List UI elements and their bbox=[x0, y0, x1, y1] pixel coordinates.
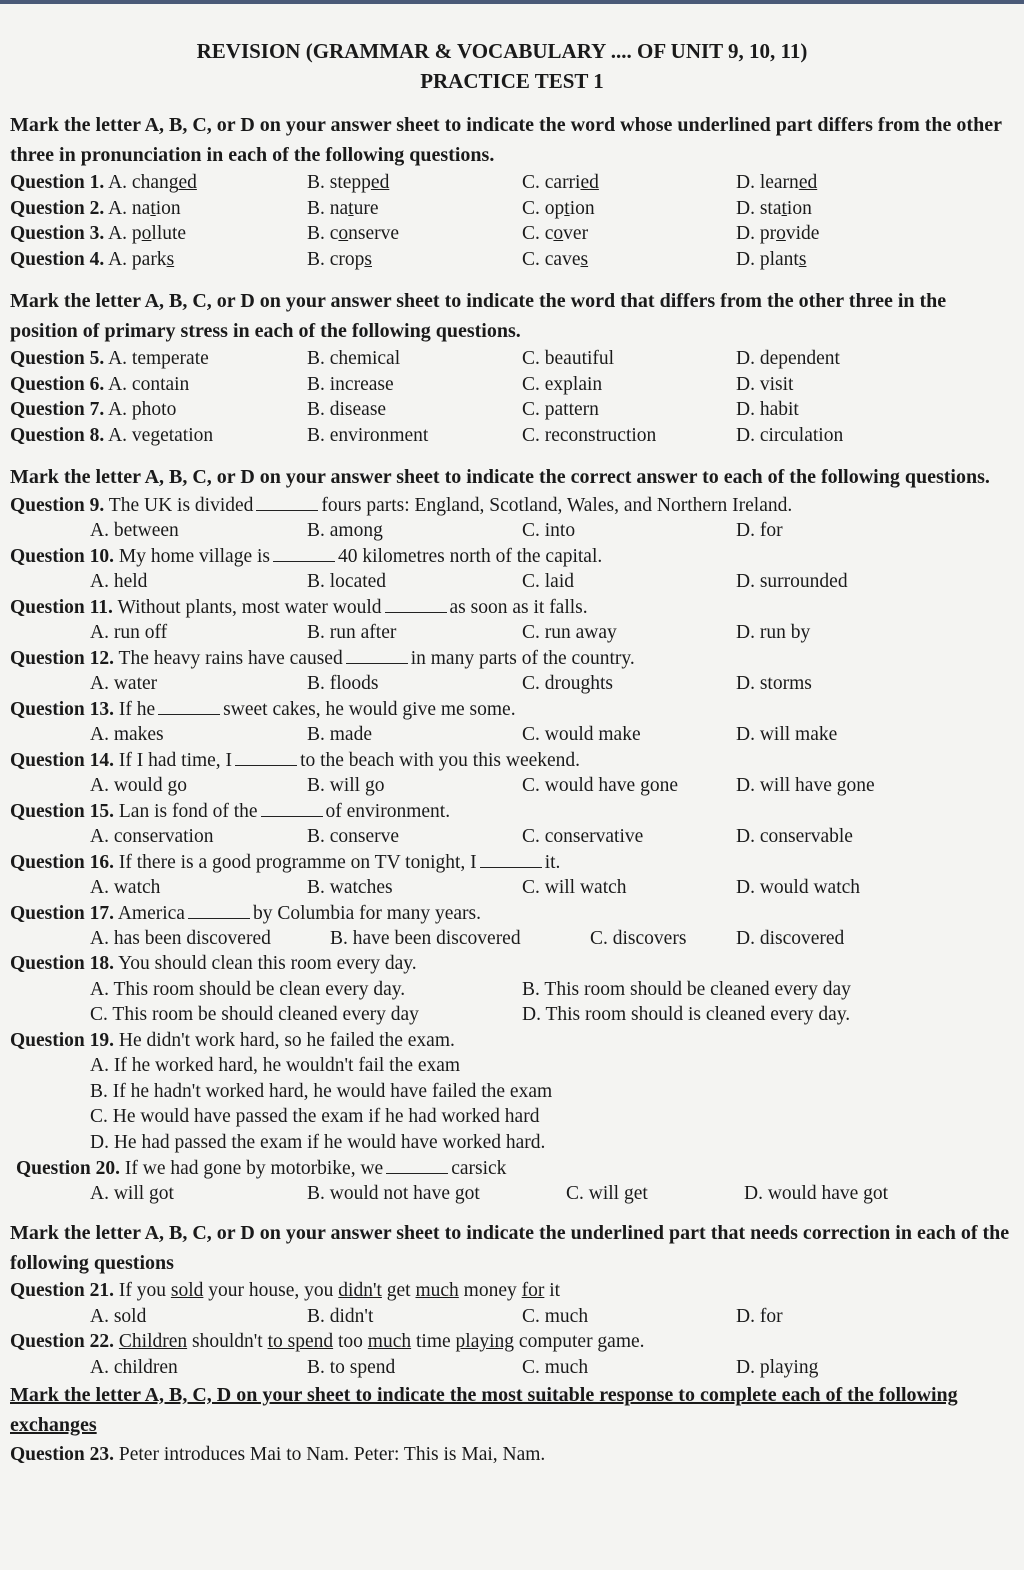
underlined-part-a: Children bbox=[118, 1331, 188, 1352]
option-c: C. laid bbox=[522, 570, 574, 592]
option-b: B. to spend bbox=[307, 1356, 396, 1378]
question-label: Question 3. bbox=[10, 223, 105, 244]
page-subtitle: PRACTICE TEST 1 bbox=[420, 69, 604, 93]
question-text-pre: If he bbox=[118, 699, 156, 720]
question-text-post: as soon as it falls. bbox=[449, 597, 588, 618]
underline-d: t bbox=[781, 197, 787, 219]
question-16 bbox=[10, 849, 1014, 875]
answer-blank bbox=[256, 492, 318, 511]
section4-instruction: Mark the letter A, B, C, or D on your answer sheet to indicate the underlined part that needs correction in each of the following questions bbox=[10, 1222, 1010, 1274]
option-b: B. floods bbox=[307, 672, 379, 694]
question-label: Question 16. bbox=[10, 852, 115, 873]
option-d-rest: ion bbox=[786, 197, 812, 219]
option-b: B. c bbox=[307, 223, 339, 244]
question-label: Question 18. bbox=[10, 953, 115, 974]
option-c: C. much bbox=[522, 1305, 589, 1327]
option-d: D. would watch bbox=[736, 876, 861, 898]
option-c: C. pattern bbox=[522, 399, 599, 420]
option-d: D. storms bbox=[736, 672, 812, 694]
text: If you bbox=[118, 1280, 171, 1301]
question-label: Question 13. bbox=[10, 699, 115, 720]
question-label: Question 21. bbox=[10, 1280, 115, 1301]
question-9 bbox=[10, 492, 1014, 518]
options-row bbox=[10, 620, 1014, 646]
option-c: C. would have gone bbox=[522, 774, 678, 796]
question-21 bbox=[10, 1278, 1014, 1304]
question-text-pre: If I had time, I bbox=[118, 750, 233, 771]
text: too bbox=[333, 1331, 368, 1352]
option-d: D. circulation bbox=[736, 424, 844, 446]
options-row bbox=[10, 671, 1014, 697]
option-c: C. reconstruction bbox=[522, 424, 657, 446]
option-a: A. between bbox=[90, 519, 179, 541]
underline-a: t bbox=[150, 197, 156, 219]
option-c-rest: ion bbox=[569, 197, 595, 219]
option-a: A. p bbox=[108, 223, 142, 244]
option-b: B. didn't bbox=[307, 1305, 374, 1327]
option-c-rest: ver bbox=[563, 223, 589, 244]
question-text-pre: If we had gone by motorbike, we bbox=[124, 1158, 384, 1179]
option-d: D. would have got bbox=[744, 1182, 889, 1204]
answer-blank bbox=[480, 849, 542, 868]
question-15 bbox=[10, 798, 1014, 824]
option-b: B. run after bbox=[307, 621, 397, 643]
underline-b: ed bbox=[370, 172, 390, 193]
underline-c: s bbox=[580, 248, 589, 270]
q18-options-row2 bbox=[10, 1002, 1014, 1028]
question-text-post: in many parts of the country. bbox=[410, 648, 635, 669]
option-b: B. will go bbox=[307, 774, 385, 796]
option-b: B. chemical bbox=[307, 348, 401, 369]
option-d: D. dependent bbox=[736, 348, 840, 369]
option-a: A. This room should be clean every day. bbox=[90, 978, 406, 1000]
options-row bbox=[10, 518, 1014, 544]
option-b: B. would not have got bbox=[307, 1182, 480, 1204]
question-text-pre: My home village is bbox=[118, 546, 270, 567]
option-d: D. He had passed the exam if he would have worked hard. bbox=[90, 1131, 546, 1153]
option-b: B. stepp bbox=[307, 172, 371, 193]
options-row bbox=[10, 773, 1014, 799]
question-text-post: it. bbox=[544, 852, 561, 873]
option-b: B. If he hadn't worked hard, he would have failed the exam bbox=[90, 1080, 553, 1102]
option-d: D. discovered bbox=[736, 927, 845, 949]
question-label: Question 19. bbox=[10, 1029, 115, 1051]
option-c: C. This room be should cleaned every day bbox=[90, 1004, 419, 1025]
option-b-rest: ure bbox=[353, 197, 379, 219]
option-a: A. would go bbox=[90, 774, 187, 796]
option-a: A. conservation bbox=[90, 825, 214, 847]
option-c: C. explain bbox=[522, 373, 603, 395]
question-text-post: to the beach with you this weekend. bbox=[300, 750, 581, 771]
answer-blank bbox=[273, 543, 335, 562]
answer-blank bbox=[385, 594, 447, 613]
option-b: B. conserve bbox=[307, 825, 400, 847]
question-row-2 bbox=[10, 196, 1014, 222]
section5-instruction: Mark the letter A, B, C, D on your sheet to indicate the most suitable response to complete each of the following exchanges bbox=[10, 1384, 958, 1436]
option-b: B. This room should be cleaned every day bbox=[522, 978, 851, 1000]
question-label: Question 23. bbox=[10, 1444, 115, 1465]
question-label: Question 11. bbox=[10, 597, 113, 618]
question-text-pre: If there is a good programme on TV tonight, I bbox=[118, 852, 477, 873]
option-a: A. makes bbox=[90, 723, 164, 745]
answer-blank bbox=[346, 645, 408, 664]
underlined-part-d: playing bbox=[455, 1331, 515, 1352]
option-c: C. run away bbox=[522, 621, 617, 643]
option-a: A. has been discovered bbox=[90, 927, 271, 949]
top-border bbox=[0, 0, 1024, 4]
underline-a: o bbox=[141, 223, 152, 244]
question-label: Question 22. bbox=[10, 1331, 115, 1352]
answer-blank bbox=[158, 696, 220, 715]
worksheet bbox=[10, 36, 1014, 1468]
question-22 bbox=[10, 1329, 1014, 1355]
answer-blank bbox=[188, 900, 250, 919]
text: your house, you bbox=[203, 1280, 339, 1301]
option-b: B. increase bbox=[307, 373, 394, 395]
question-label: Question 8. bbox=[10, 424, 105, 446]
page-title: REVISION (GRAMMAR & VOCABULARY .... OF UNIT 9, 10, 11) bbox=[196, 39, 808, 63]
option-a: A. na bbox=[108, 197, 151, 219]
question-text-pre: America bbox=[117, 903, 185, 924]
question-row-6 bbox=[10, 372, 1014, 398]
question-text: Peter introduces Mai to Nam. Peter: This is Mai, Nam. bbox=[118, 1444, 546, 1465]
option-a: A. watch bbox=[90, 876, 161, 898]
underline-a: ed bbox=[178, 172, 197, 193]
options-row bbox=[10, 722, 1014, 748]
question-text-pre: Lan is fond of the bbox=[118, 801, 258, 822]
option-b: B. have been discovered bbox=[330, 927, 521, 949]
question-17 bbox=[10, 900, 1014, 926]
underlined-part-d: for bbox=[521, 1280, 545, 1301]
option-d: D. playing bbox=[736, 1356, 819, 1378]
underlined-part-b: didn't bbox=[338, 1280, 382, 1301]
question-text-post: 40 kilometres north of the capital. bbox=[338, 546, 603, 567]
option-a: A. contain bbox=[108, 373, 190, 395]
option-c: C. op bbox=[522, 197, 565, 219]
section1-questions bbox=[10, 170, 1014, 272]
question-13 bbox=[10, 696, 1014, 722]
option-a: A. chang bbox=[108, 172, 179, 193]
question-label: Question 7. bbox=[10, 399, 105, 420]
option-a: A. sold bbox=[90, 1305, 147, 1327]
option-b: B. na bbox=[307, 197, 349, 219]
option-b: B. environment bbox=[307, 424, 429, 446]
section2-instruction: Mark the letter A, B, C, or D on your answer sheet to indicate the word that differs from the other three in the position of primary stress in each of the following questions. bbox=[10, 290, 947, 342]
question-20 bbox=[10, 1155, 1014, 1181]
text: time bbox=[411, 1331, 456, 1352]
option-d: D. will make bbox=[736, 723, 838, 745]
answer-blank bbox=[235, 747, 297, 766]
option-b: B. located bbox=[307, 570, 387, 592]
option-a: A. will got bbox=[90, 1182, 174, 1204]
question-14 bbox=[10, 747, 1014, 773]
text: shouldn't bbox=[187, 1331, 268, 1352]
question-19 bbox=[10, 1028, 1014, 1054]
option-a-rest: ion bbox=[155, 197, 181, 219]
option-d: D. sta bbox=[736, 197, 782, 219]
question-text-pre: The heavy rains have caused bbox=[118, 648, 343, 669]
question-label: Question 17. bbox=[10, 903, 115, 924]
underline-c: t bbox=[564, 197, 570, 219]
option-d: D. learn bbox=[736, 172, 799, 193]
question-label: Question 5. bbox=[10, 348, 105, 369]
option-a: A. held bbox=[90, 570, 148, 592]
option-c: C. carri bbox=[522, 172, 581, 193]
underline-d: s bbox=[798, 248, 807, 270]
q20-options bbox=[10, 1181, 1014, 1207]
section3-questions bbox=[10, 492, 1014, 951]
option-c: C. He would have passed the exam if he had worked hard bbox=[90, 1106, 540, 1127]
underline-b: o bbox=[338, 223, 349, 244]
option-d: D. run by bbox=[736, 621, 811, 643]
question-text-pre: The UK is divided bbox=[108, 495, 254, 516]
option-c: C. droughts bbox=[522, 672, 614, 694]
option-c: C. cave bbox=[522, 248, 581, 270]
option-d: D. for bbox=[736, 1305, 783, 1327]
option-a: A. run off bbox=[90, 621, 168, 643]
question-text-post: fours parts: England, Scotland, Wales, and Northern Ireland. bbox=[321, 495, 793, 516]
option-d-rest: vide bbox=[785, 223, 820, 244]
text: it bbox=[544, 1280, 561, 1301]
option-d: D. will have gone bbox=[736, 774, 875, 796]
answer-blank bbox=[261, 798, 323, 817]
option-a: A. water bbox=[90, 672, 158, 694]
question-text: You should clean this room every day. bbox=[118, 953, 417, 974]
underlined-part-b: to spend bbox=[267, 1331, 334, 1352]
option-a-rest: llute bbox=[151, 223, 187, 244]
question-text-post: carsick bbox=[451, 1158, 507, 1179]
option-c: C. discovers bbox=[590, 927, 687, 949]
question-23 bbox=[10, 1442, 1014, 1468]
question-label: Question 9. bbox=[10, 495, 105, 516]
question-row-5 bbox=[10, 346, 1014, 372]
option-d: D. for bbox=[736, 519, 783, 541]
option-c: C. into bbox=[522, 519, 576, 541]
text: computer game. bbox=[514, 1331, 645, 1352]
option-b: B. among bbox=[307, 519, 383, 541]
option-d: D. pr bbox=[736, 223, 777, 244]
question-11 bbox=[10, 594, 1014, 620]
text: get bbox=[381, 1280, 416, 1301]
underline-d: o bbox=[776, 223, 786, 244]
q21-options bbox=[10, 1304, 1014, 1330]
option-c: C. conservative bbox=[522, 825, 644, 847]
question-text: He didn't work hard, so he failed the exam. bbox=[118, 1029, 455, 1051]
option-a: A. children bbox=[90, 1356, 178, 1378]
question-row-3 bbox=[10, 221, 1014, 247]
section2-questions bbox=[10, 346, 1014, 448]
question-label: Question 14. bbox=[10, 750, 115, 771]
question-label: Question 12. bbox=[10, 648, 115, 669]
option-b-rest: nserve bbox=[348, 223, 400, 244]
question-label: Question 20. bbox=[16, 1158, 121, 1179]
question-10 bbox=[10, 543, 1014, 569]
option-c: C. will watch bbox=[522, 876, 627, 898]
option-c: C. much bbox=[522, 1356, 589, 1378]
section3-instruction: Mark the letter A, B, C, or D on your answer sheet to indicate the correct answer to each of the following questions. bbox=[10, 466, 990, 488]
option-d: D. conservable bbox=[736, 825, 853, 847]
question-18 bbox=[10, 951, 1014, 977]
option-d: D. surrounded bbox=[736, 570, 848, 592]
option-a: A. vegetation bbox=[108, 424, 214, 446]
underline-a: s bbox=[166, 248, 175, 270]
options-row bbox=[10, 569, 1014, 595]
option-a: A. photo bbox=[108, 399, 177, 420]
underline-d: ed bbox=[798, 172, 818, 193]
question-12 bbox=[10, 645, 1014, 671]
question-text-post: by Columbia for many years. bbox=[252, 903, 481, 924]
question-label: Question 2. bbox=[10, 197, 105, 219]
option-b: B. made bbox=[307, 723, 372, 745]
option-a: A. park bbox=[108, 248, 167, 270]
question-row-7 bbox=[10, 397, 1014, 423]
options-row bbox=[10, 926, 1014, 952]
question-text-post: sweet cakes, he would give me some. bbox=[223, 699, 516, 720]
option-c: C. would make bbox=[522, 723, 641, 745]
underline-b: s bbox=[364, 248, 372, 270]
underline-c: o bbox=[553, 223, 564, 244]
option-a: A. If he worked hard, he wouldn't fail the exam bbox=[90, 1055, 461, 1076]
question-row-8 bbox=[10, 423, 1014, 449]
question-row-1 bbox=[10, 170, 1014, 196]
options-row bbox=[10, 875, 1014, 901]
question-label: Question 4. bbox=[10, 248, 105, 270]
question-text-post: of environment. bbox=[325, 801, 451, 822]
option-c: C. beautiful bbox=[522, 348, 615, 369]
option-d: D. visit bbox=[736, 373, 794, 395]
q22-options bbox=[10, 1355, 1014, 1381]
option-b: B. disease bbox=[307, 399, 387, 420]
option-d: D. habit bbox=[736, 399, 799, 420]
question-label: Question 10. bbox=[10, 546, 115, 567]
underlined-part-c: much bbox=[367, 1331, 412, 1352]
question-text-pre: Without plants, most water would bbox=[117, 597, 382, 618]
option-c: C. c bbox=[522, 223, 554, 244]
options-row bbox=[10, 824, 1014, 850]
underline-c: ed bbox=[580, 172, 599, 193]
option-b: B. watches bbox=[307, 876, 393, 898]
q18-options-row1 bbox=[10, 977, 1014, 1003]
question-label: Question 1. bbox=[10, 172, 105, 193]
option-d: D. plant bbox=[736, 248, 799, 270]
question-row-4 bbox=[10, 247, 1014, 273]
underline-b: t bbox=[348, 197, 354, 219]
option-d: D. This room should is cleaned every day. bbox=[522, 1004, 851, 1025]
option-c: C. will get bbox=[566, 1182, 648, 1204]
underlined-part-c: much bbox=[415, 1280, 459, 1301]
answer-blank bbox=[386, 1155, 448, 1174]
text: money bbox=[458, 1280, 522, 1301]
question-label: Question 15. bbox=[10, 801, 115, 822]
option-b: B. crop bbox=[307, 248, 365, 270]
question-label: Question 6. bbox=[10, 373, 105, 395]
option-a: A. temperate bbox=[108, 348, 209, 369]
section1-instruction: Mark the letter A, B, C, or D on your answer sheet to indicate the word whose underlined part differs from the other three in pronunciation in each of the following questions. bbox=[10, 114, 1002, 166]
underlined-part-a: sold bbox=[170, 1280, 204, 1301]
